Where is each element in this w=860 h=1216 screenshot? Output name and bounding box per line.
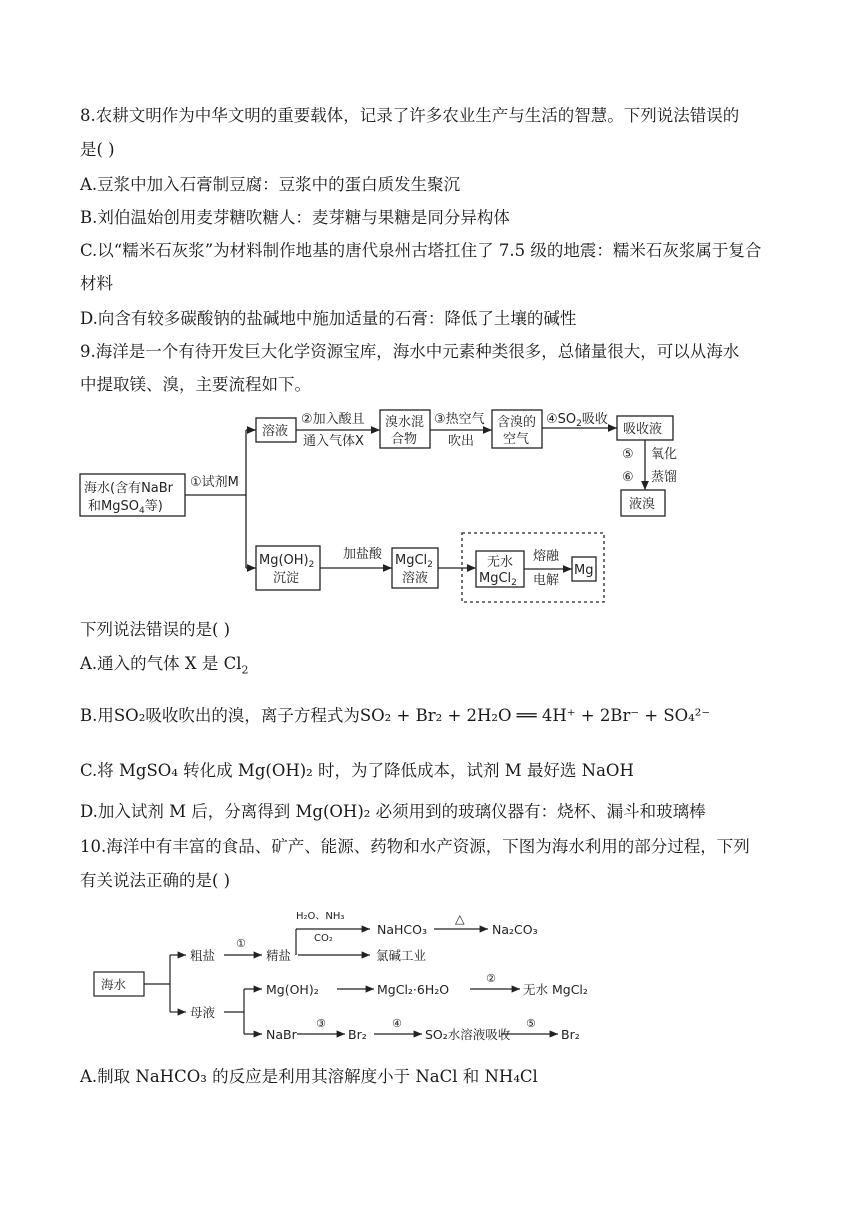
solution-label: 溶液 xyxy=(262,424,289,439)
q9-option-c: C.将 MgSO₄ 转化成 Mg(OH)₂ 时，为了降低成本，试剂 M 最好选 NaOH xyxy=(80,761,634,780)
co2-label: CO₂ xyxy=(314,933,333,944)
melt-label-2: 电解 xyxy=(533,573,560,588)
mgoh2-label-1: $Mg(OH)_2$ xyxy=(259,553,315,570)
anhydrous-mgcl2-label-10: 无水 MgCl₂ xyxy=(523,982,588,997)
mgoh2-label-10: Mg(OH)₂ xyxy=(266,982,319,997)
q10-option-a: A.制取 NaHCO₃ 的反应是利用其溶解度小于 NaCl 和 NH₄Cl xyxy=(80,1067,538,1086)
step5-label: 氧化 xyxy=(651,447,678,462)
q9-stem-line1: 9.海洋是一个有待开发巨大化学资源宝库，海水中元素种类很多，总储量很大，可以从海水 xyxy=(80,342,740,361)
step4-label: $④SO_2$吸收 xyxy=(546,412,608,429)
q8-option-a: A.豆浆中加入石膏制豆腐：豆浆中的蛋白质发生聚沉 xyxy=(80,175,461,194)
so2-absorb-label: SO₂水溶液吸收 xyxy=(425,1027,511,1042)
step3-label-b: 吹出 xyxy=(448,434,475,449)
q9-option-a: A.通入的气体 X 是 $Cl_2$ xyxy=(80,654,249,677)
q10-stem-line2: 有关说法正确的是( ) xyxy=(80,871,231,890)
hcl-label: 加盐酸 xyxy=(343,547,383,562)
seawater-label-1: 海水(含有NaBr xyxy=(84,481,174,496)
nabr-label: NaBr xyxy=(266,1027,297,1042)
melt-label-1: 熔融 xyxy=(533,549,560,564)
seawater-label-10: 海水 xyxy=(101,977,127,992)
circle-1: ① xyxy=(236,937,246,950)
absorb-label: 吸收液 xyxy=(623,422,663,437)
circle-2: ② xyxy=(486,972,496,985)
anhydrous-label-2: MgCl$_2$ xyxy=(479,571,517,588)
h2o-nh3-label: H₂O、NH₃ xyxy=(296,911,345,922)
air-label-1: 含溴的 xyxy=(497,415,537,430)
q10-stem-line1: 10.海洋中有丰富的食品、矿产、能源、药物和水产资源，下图为海水利用的部分过程，下列 xyxy=(80,837,750,856)
mgcl2-label-1: MgCl$_2$ xyxy=(395,553,433,570)
crude-salt-label: 粗盐 xyxy=(190,948,216,963)
chlor-alkali-label: 氯碱工业 xyxy=(376,948,427,963)
reagent-m-label: ①试剂M xyxy=(190,475,239,490)
mix-label-1: 溴水混 xyxy=(385,415,425,430)
step6-label: 蒸馏 xyxy=(651,470,678,485)
step2-label-b: 通入气体X xyxy=(303,434,364,449)
mother-liquor-label: 母液 xyxy=(190,1005,216,1020)
mgcl2-label-2: 溶液 xyxy=(402,571,429,586)
nahco3-label: NaHCO₃ xyxy=(377,922,427,937)
q9-option-b: B.用SO₂吸收吹出的溴，离子方程式为SO₂ + Br₂ + 2H₂O ══ 4H⁺ + 2Br⁻ + SO₄²⁻ xyxy=(80,706,711,725)
q9-option-d: D.加入试剂 M 后，分离得到 Mg(OH)₂ 必须用到的玻璃仪器有：烧杯、漏斗和玻璃棒 xyxy=(80,802,706,821)
mgcl2-6h2o-label: MgCl₂·6H₂O xyxy=(377,982,450,997)
br2-label-a: Br₂ xyxy=(348,1027,367,1042)
mgoh2-label-2: 沉淀 xyxy=(273,571,300,586)
liquid-bromine-label: 液溴 xyxy=(629,497,656,512)
q8-option-b: B.刘伯温始创用麦芽糖吹糖人：麦芽糖与果糖是同分异构体 xyxy=(80,208,510,227)
seawater-label-2: 和MgSO$_4$等) xyxy=(88,499,163,516)
mg-label: Mg xyxy=(574,563,594,578)
q9-stem-line2: 中提取镁、溴，主要流程如下。 xyxy=(80,375,311,394)
br2-label-b: Br₂ xyxy=(561,1027,580,1042)
air-label-2: 空气 xyxy=(503,432,530,447)
mix-label-2: 合物 xyxy=(391,432,418,447)
circle-4: ④ xyxy=(392,1017,402,1030)
na2co3-label: Na₂CO₃ xyxy=(492,922,538,937)
circle-5: ⑤ xyxy=(526,1017,536,1030)
q8-option-c-line2: 材料 xyxy=(80,274,113,293)
step6-num: ⑥ xyxy=(622,470,634,485)
refined-salt-label: 精盐 xyxy=(266,948,292,963)
q8-option-d: D.向含有较多碳酸钠的盐碱地中施加适量的石膏：降低了土壤的碱性 xyxy=(80,309,577,328)
step5-num: ⑤ xyxy=(622,447,634,462)
q8-option-c-line1: C.以“糯米石灰浆”为材料制作地基的唐代泉州古塔扛住了 7.5 级的地震：糯米石灰浆属于复合 xyxy=(80,241,762,260)
q9-prompt: 下列说法错误的是( ) xyxy=(80,620,231,639)
anhydrous-label-1: 无水 xyxy=(487,555,514,570)
q8-stem-line2: 是( ) xyxy=(80,140,115,159)
step3-label-a: ③热空气 xyxy=(434,412,485,427)
delta-label: △ xyxy=(455,911,465,926)
q8-stem-line1: 8.农耕文明作为中华文明的重要载体，记录了许多农业生产与生活的智慧。下列说法错误的 xyxy=(80,106,740,125)
circle-3: ③ xyxy=(316,1017,326,1030)
step2-label-a: ②加入酸且 xyxy=(301,412,365,427)
